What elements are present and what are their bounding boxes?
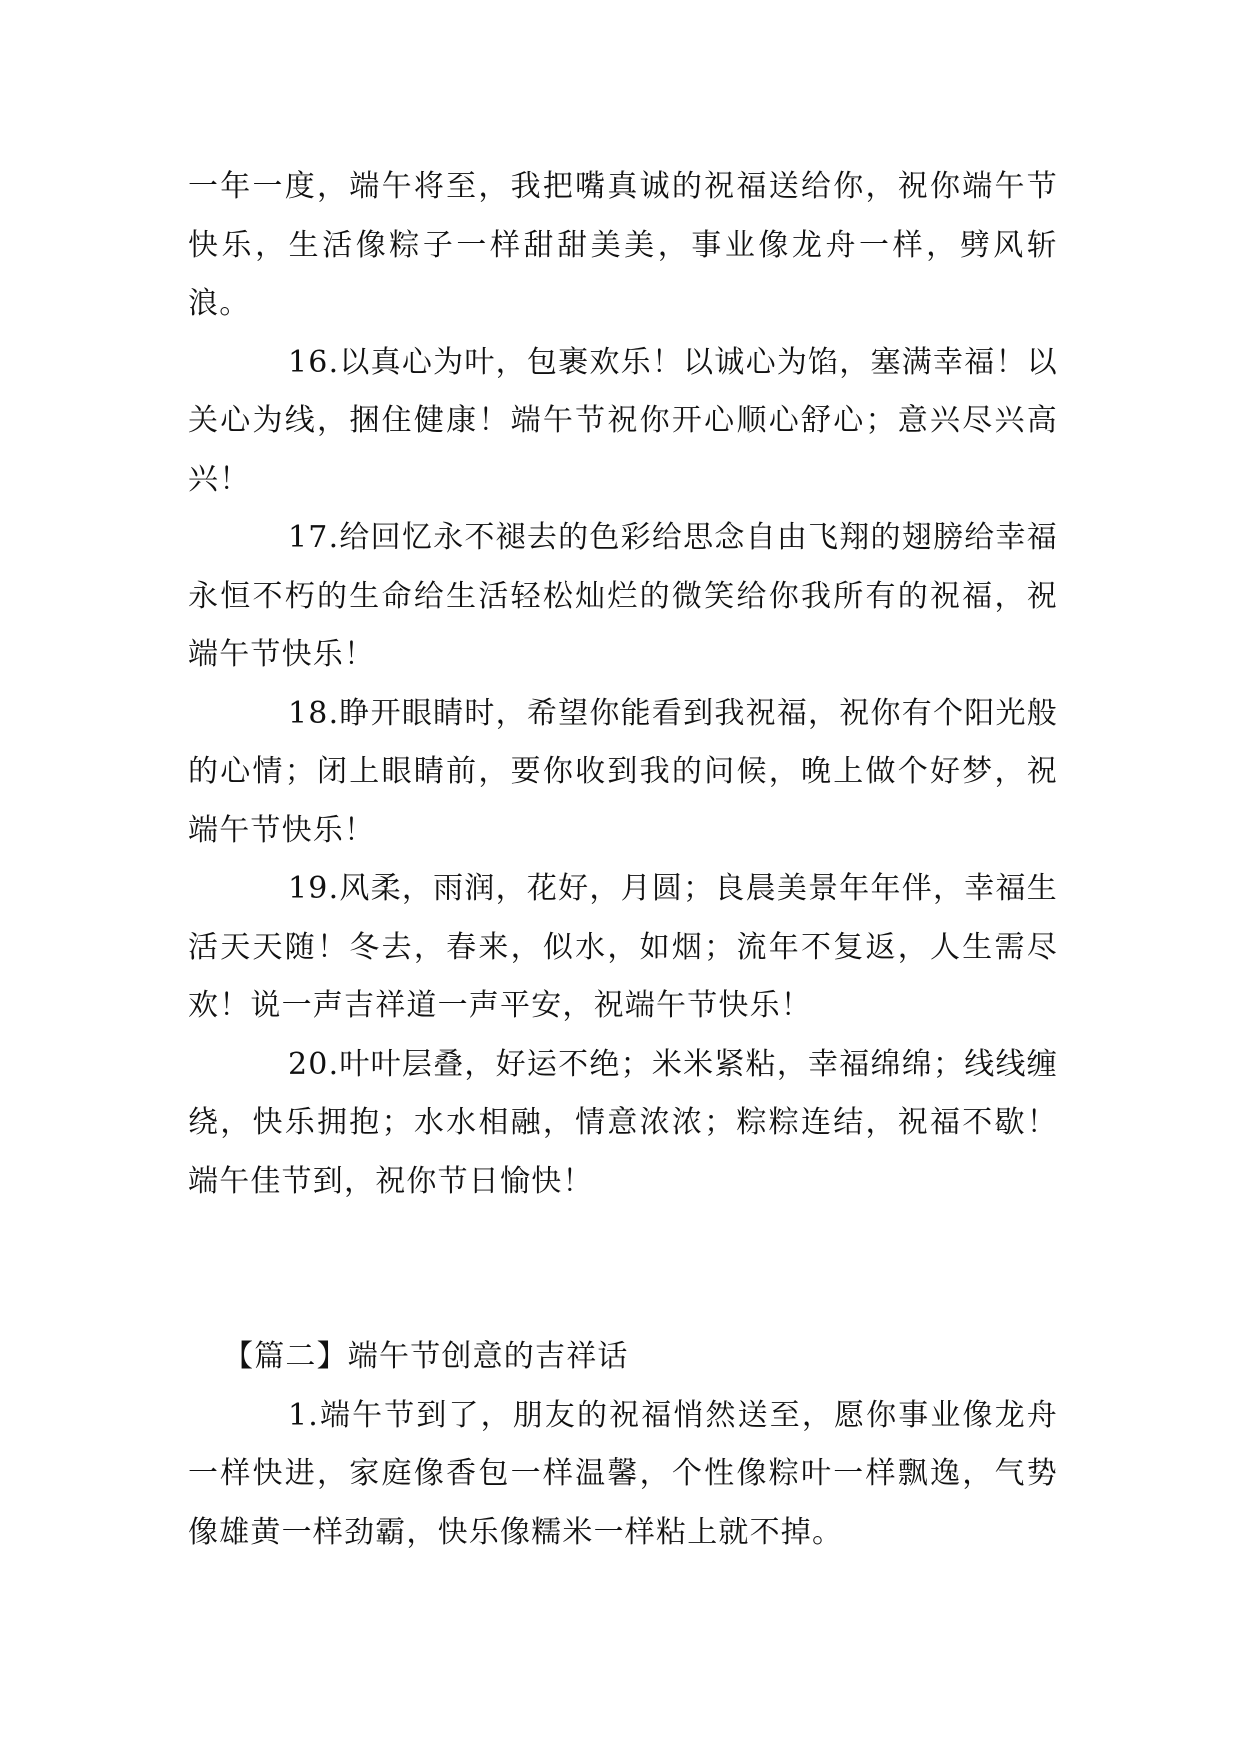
paragraph-item-18: 18.睁开眼睛时，希望你能看到我祝福，祝你有个阳光般的心情；闭上眼睛前，要你收到我的问候，晚上做个好梦，祝端午节快乐！	[188, 695, 1058, 848]
paragraph-item-17: 17.给回忆永不褪去的色彩给思念自由飞翔的翅膀给幸福永恒不朽的生命给生活轻松灿烂的微笑给你我所有的祝福，祝端午节快乐！	[188, 520, 1058, 672]
paragraph-intro: 一年一度，端午将至，我把嘴真诚的祝福送给你，祝你端午节快乐，生活像粽子一样甜甜美美，事业像龙舟一样，劈风斩浪。	[188, 169, 1058, 321]
paragraph-section2-item-1: 1.端午节到了，朋友的祝福悄然送至，愿你事业像龙舟一样快进，家庭像香包一样温馨，个性像粽叶一样飘逸，气势像雄黄一样劲霸，快乐像糯米一样粘上就不掉。	[188, 1397, 1058, 1550]
paragraph-item-16: 16.以真心为叶，包裹欢乐！以诚心为馅，塞满幸福！以关心为线，捆住健康！端午节祝你开心顺心舒心；意兴尽兴高兴！	[188, 344, 1058, 497]
paragraph-item-20: 20.叶叶层叠，好运不绝；米米紧粘，幸福绵绵；线线缠绕，快乐拥抱；水水相融，情意浓浓；粽粽连结，祝福不歇！端午佳节到，祝你节日愉快！	[188, 1046, 1058, 1199]
section-title: 【篇二】端午节创意的吉祥话	[223, 1339, 629, 1374]
paragraph-item-19: 19.风柔，雨润，花好，月圆；良晨美景年年伴，幸福生活天天随！冬去，春来，似水，如烟；流年不复返，人生需尽欢！说一声吉祥道一声平安，祝端午节快乐！	[188, 871, 1058, 1023]
document-body	[188, 158, 1058, 1562]
section-spacer	[188, 1211, 1058, 1328]
